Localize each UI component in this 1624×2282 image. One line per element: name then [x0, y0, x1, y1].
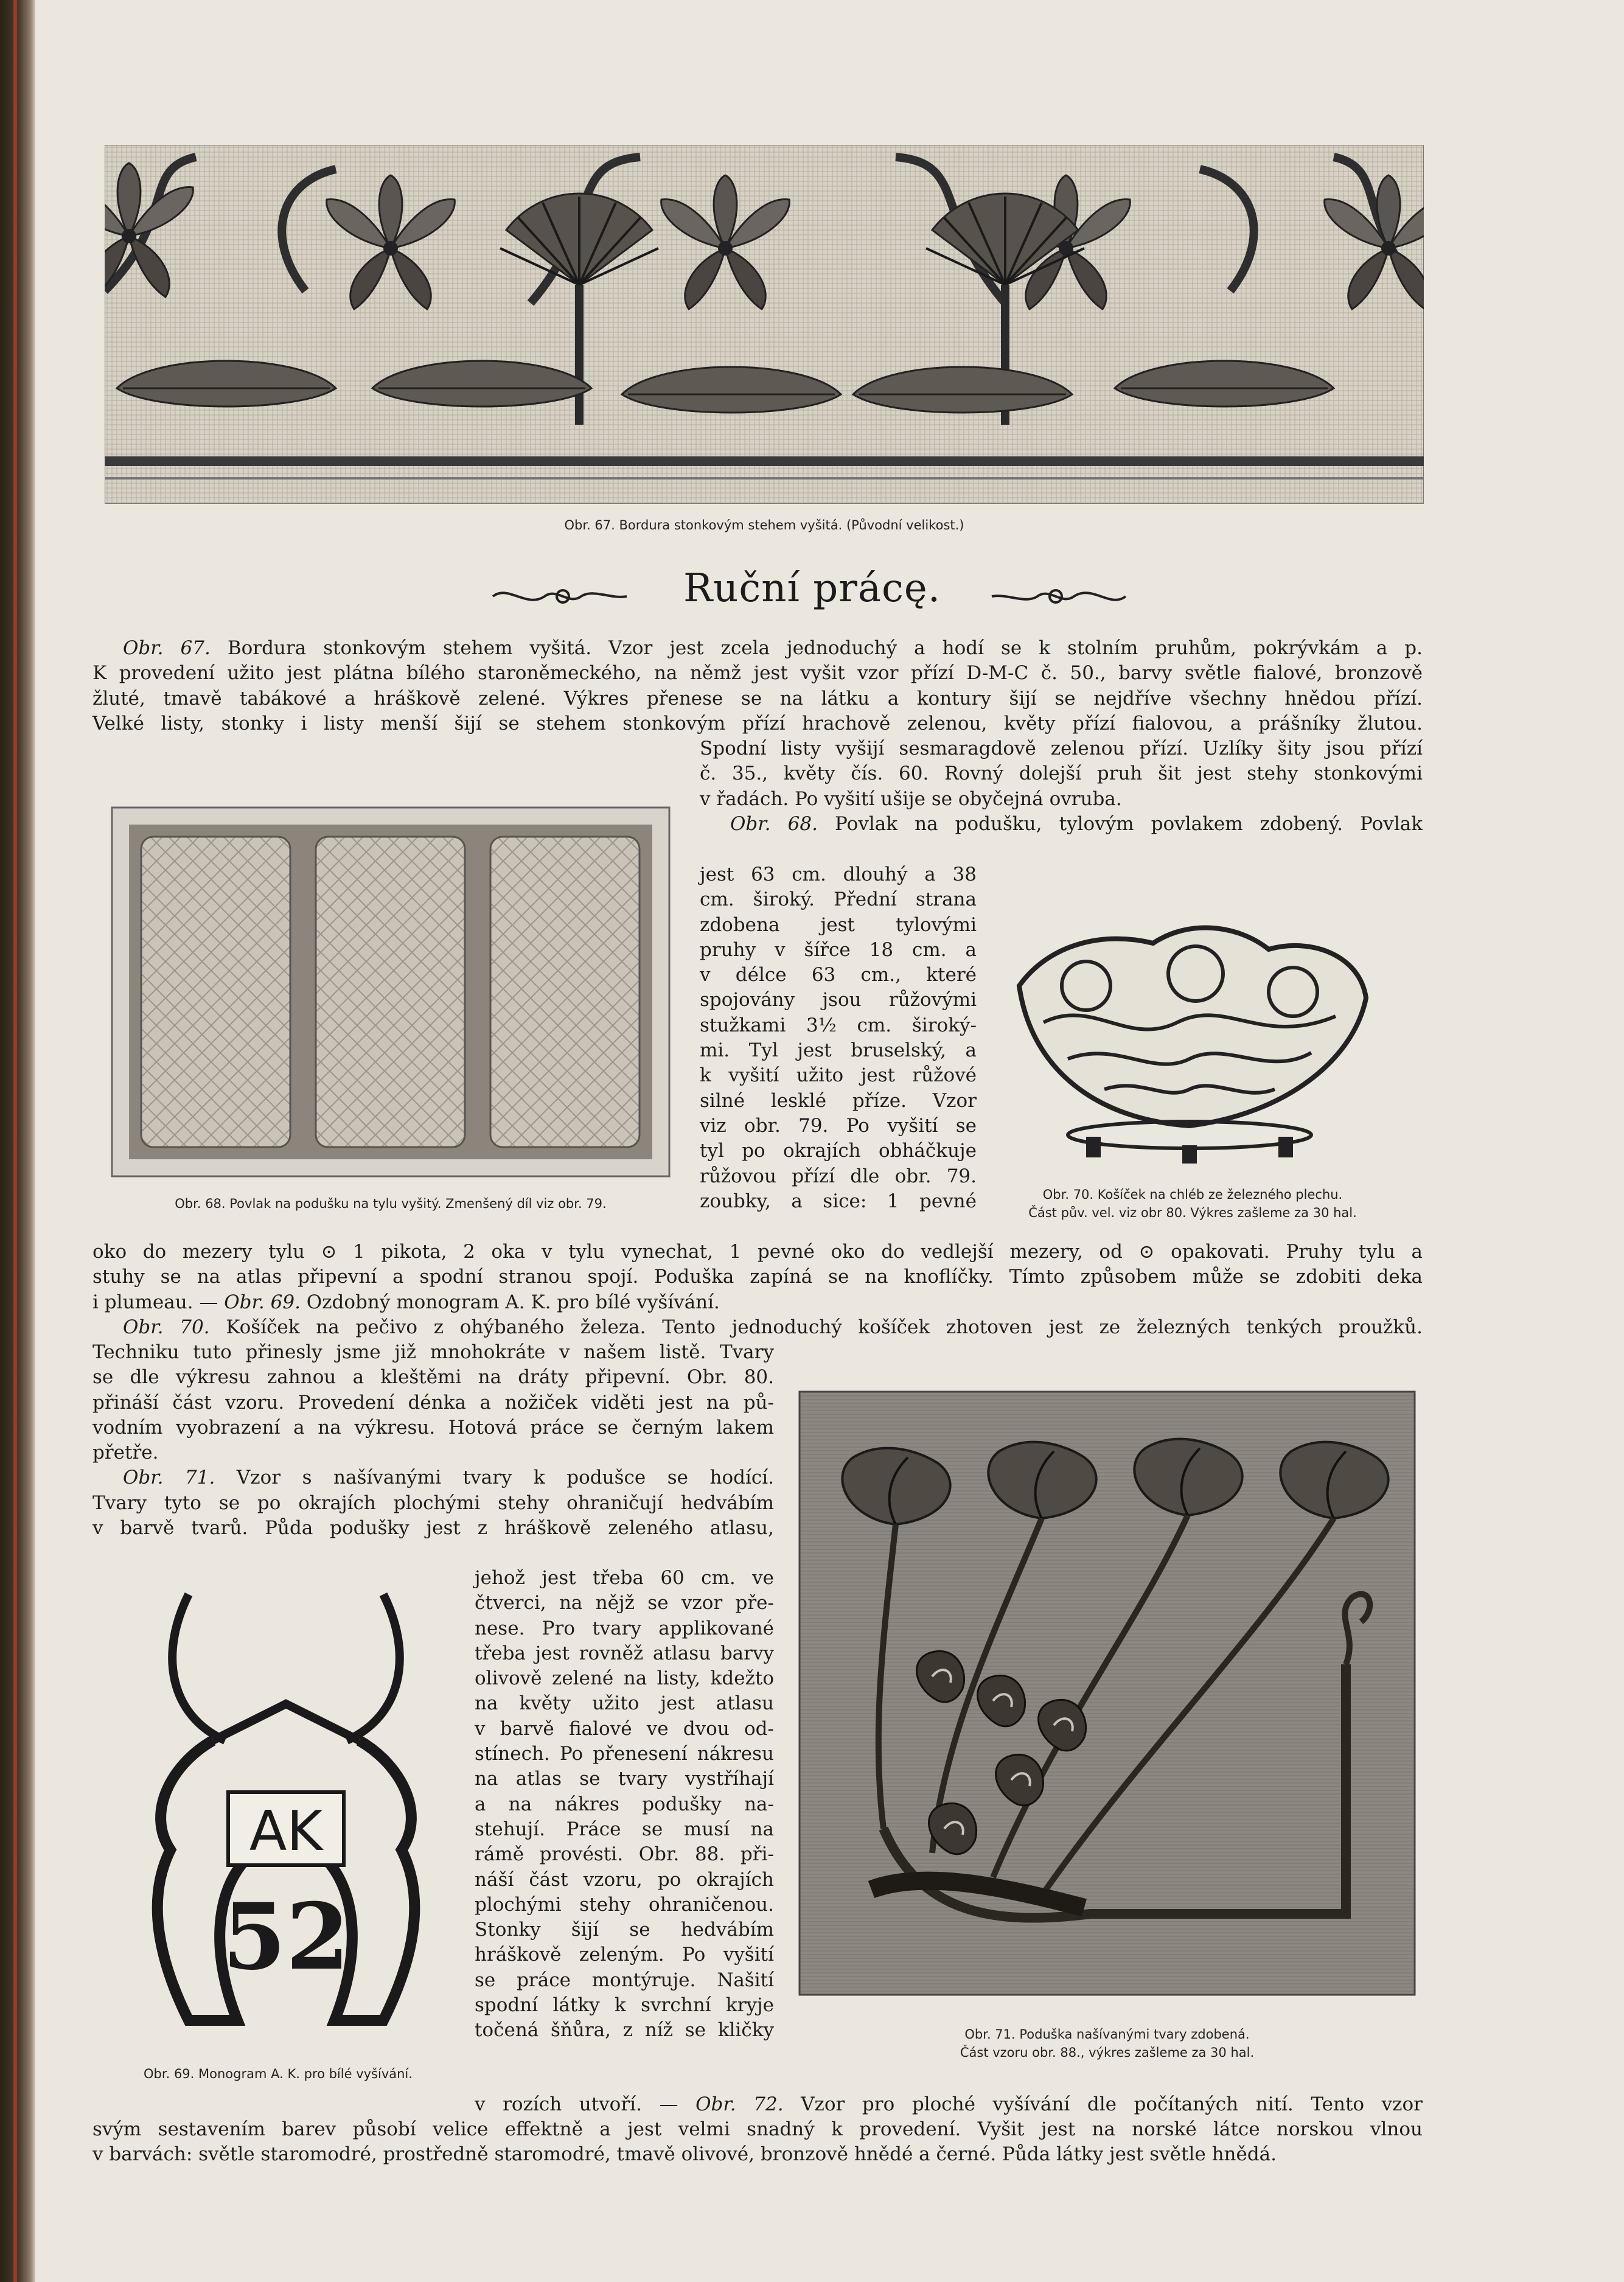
figure-70-basket [995, 907, 1384, 1168]
p68-line-5: pruhy v šířce 18 cm. a [700, 938, 977, 961]
p68-line-4: zdobena jest tylovými [700, 913, 977, 936]
page-binding [0, 0, 35, 2282]
p70-line-1: Košíček na pečivo z ohýbaného železa. Tento jednoduchý košíček zhotoven jest ze železných tenkých proužků. [226, 1316, 1423, 1338]
p70-line-6: přetře. [92, 1442, 159, 1464]
p71-line-10: v barvě fialové ve dvou od- [475, 1717, 774, 1740]
figure-67-border-embroidery [105, 145, 1424, 504]
paragraph-obr-72-start [475, 2092, 1423, 2117]
monogram-numbers: 52 [222, 1883, 350, 1991]
figure-71-caption [798, 2025, 1416, 2062]
p71-line-17: plochými stehy ohraničenou. [475, 1893, 774, 1916]
ref-obr-67: Obr. 67. [123, 637, 211, 659]
p68-line-16: oko do mezery tylu ⊙ 1 pikota, 2 oka v tylu vynechat, 1 pevné oko do vedlejší mezery, od ⊙ opakovati. Pruhy tylu a [92, 1241, 1423, 1263]
figure-68-caption: Obr. 68. Povlak na podušku na tylu vyšitý. Zmenšený díl viz obr. 79. [175, 1196, 607, 1211]
figure-69-monogram [122, 1582, 450, 2051]
p71-line-13: a na nákres podušky na- [475, 1793, 774, 1815]
ref-obr-69: Obr. 69. [224, 1291, 301, 1313]
p71-line-1: Vzor s našívanými tvary k podušce se hodící. [236, 1467, 775, 1489]
paragraph-obr-68-column [700, 862, 977, 1214]
figure-68-pillow [111, 806, 671, 1178]
figure-67-caption: Obr. 67. Bordura stonkovým stehem vyšitá. (Původní velikost.) [564, 518, 964, 532]
p68-line-9: mi. Tyl jest bruselský, a [700, 1039, 977, 1062]
p71-line-4: jehož jest třeba 60 cm. ve [475, 1567, 774, 1589]
ref-obr-68: Obr. 68. [730, 812, 818, 835]
p72-line-3: v barvách: světle staromodré, prostředně staromodré, tmavě olivové, bronzově hnědé a černé. Půda látky jest světle hnědá. [92, 2143, 1277, 2166]
p71-line-12: na atlas se tvary vystříhají [475, 1768, 774, 1790]
p68-line-17: stuhy se na atlas připevní a spodní stranou spojí. Poduška zapíná se na knoflíčky. Tímto způsobem může se zdobiti deka [92, 1266, 1423, 1288]
p68-line-10: k vyšití užito jest růžové [700, 1064, 977, 1087]
p68-line-12: viz obr. 79. Po vyšití se [700, 1114, 977, 1137]
p68-line-1: Povlak na podušku, tylovým povlakem zdobený. Povlak [835, 812, 1423, 835]
figure-70-caption-line-1: Obr. 70. Košíček na chléb ze železného plechu. [1042, 1187, 1343, 1202]
paragraph-obr-72 [92, 2117, 1423, 2168]
p71-line-23: v rozích utvoří. — [475, 2093, 678, 2115]
p67-line-5: Spodní listy vyšijí sesmaragdově zelenou přízí. Uzlíky šity jsou přízí [700, 738, 1423, 759]
paragraph-obr-67 [92, 636, 1423, 736]
p71-line-19: hráškově zeleným. Po vyšití [475, 1944, 774, 1966]
p70-line-5: vodním vyobrazení a na výkresu. Hotová práce se černým lakem [92, 1416, 774, 1439]
p71-line-6: nese. Pro tvary applikované [475, 1617, 774, 1639]
p71-line-16: náší část vzoru, po okrajích [475, 1868, 774, 1891]
p67-line-6: č. 35., květy čís. 60. Rovný dolejší pruh šit jest stehy stonkovými [700, 762, 1423, 785]
p71-line-18: Stonky šijí se hedvábím [475, 1919, 774, 1941]
p71-line-20: se práce montýruje. Našití [475, 1969, 774, 1991]
p71-line-7: třeba jest rovněž atlasu barvy [475, 1642, 774, 1664]
figure-70-caption [983, 1185, 1403, 1222]
p72-line-2: svým sestavením barev působí velice effektně a jest velmi snadný k provedení. Vyšit jest na norské látce norskou vlnou [92, 2118, 1423, 2140]
p67-line-2: K provedení užito jest plátna bílého staroněmeckého, na němž jest vyšit vzor přízí D-M-C č. 50., barvy světle fialové, bronzově [92, 662, 1423, 685]
ref-obr-71: Obr. 71. [123, 1467, 215, 1489]
figure-70-caption-line-2: Část pův. vel. viz obr 80. Výkres zašleme za 30 hal. [1028, 1206, 1357, 1220]
p68-line-7: spojovány jsou růžovými [700, 989, 977, 1011]
monogram-letters: AK [249, 1799, 323, 1863]
p71-line-21: spodní látky k svrchní kryje [475, 1994, 774, 2017]
p72-line-1: Vzor pro ploché vyšívání dle počítaných nití. Tento vzor [801, 2093, 1423, 2115]
p68-line-3: cm. široký. Přední strana [700, 888, 977, 911]
p68-line-15: zoubky, a sice: 1 pevné [700, 1190, 977, 1212]
p67-line-4: Velké listy, stonky i listy menší šijí se stehem stonkovým přízí hrachově zelenou, květy přízí fialovou, a prášníky žlutou. [92, 712, 1423, 734]
p70-line-2: Techniku tuto přinesly jsme již mnohokráte v našem listě. Tvary [92, 1341, 774, 1363]
p71-line-15: rámě provésti. Obr. 88. při- [475, 1843, 774, 1866]
p71-line-9: na květy užito jest atlasu [475, 1692, 774, 1715]
p68-line-11: silné lesklé příze. Vzor [700, 1089, 977, 1112]
figure-71-cushion [798, 1390, 1416, 1996]
figure-71-caption-line-2: Část vzoru obr. 88., výkres zašleme za 30 hal. [960, 2045, 1255, 2060]
p71-line-11: stínech. Po přenesení nákresu [475, 1743, 774, 1765]
p67-line-7: v řadách. Po vyšití ušije se obyčejná ovruba. [700, 787, 1122, 810]
paragraph-obr-70-71 [92, 1340, 774, 1541]
p70-line-3: se dle výkresu zahnou a kleštěmi na dráty připevní. Obr. 80. [92, 1366, 774, 1389]
figure-69-caption: Obr. 69. Monogram A. K. pro bílé vyšívání. [144, 2067, 413, 2081]
p68-line-14: růžovou přízí dle obr. 79. [700, 1165, 977, 1187]
p67-line-1: Bordura stonkovým stehem vyšitá. Vzor jest zcela jednoduchý a hodí se k stolním pruhům, pokrývkám a p. [227, 637, 1423, 659]
paragraph-obr-71-column [475, 1566, 774, 2043]
p71-line-2: Tvary tyto se po okrajích plochými stehy ohraničují hedvábím [92, 1492, 774, 1514]
figure-71-caption-line-1: Obr. 71. Poduška našívanými tvary zdobená. [964, 2027, 1250, 2042]
p71-line-3: v barvě tvarů. Půda podušky jest z hráškově zeleného atlasu, [92, 1517, 774, 1540]
p68-line-6: v délce 63 cm., které [700, 964, 977, 986]
title-ornament-right [989, 581, 1129, 612]
p68-line-13: tyl po okrajích obháčkuje [700, 1140, 977, 1162]
p68-line-8: stužkami 3½ cm. široký- [700, 1014, 977, 1036]
p69-text: Ozdobný monogram A. K. pro bílé vyšívání. [306, 1291, 720, 1313]
p67-line-3: žluté, tmavě tabákové a hráškově zelené. Výkres přenese se na látku a kontury šijí se nejdříve všechny hnědou přízí. [92, 687, 1423, 710]
binding-stripe [13, 0, 17, 2282]
p70-line-4: přináší část vzoru. Provedení dénka a nožiček viděti jest na pů- [92, 1391, 774, 1414]
paragraph-obr-67-cont [700, 736, 1423, 837]
p68-line-18: i plumeau. — [92, 1291, 218, 1313]
p71-line-5: čtverci, na nějž se vzor pře- [475, 1592, 774, 1614]
ref-obr-72: Obr. 72. [695, 2093, 784, 2115]
ref-obr-70: Obr. 70. [123, 1316, 210, 1338]
page-title: Ruční prácę. [683, 566, 941, 611]
p71-line-14: stehují. Práce se musí na [475, 1818, 774, 1840]
p68-line-2: jest 63 cm. dlouhý a 38 [700, 864, 977, 885]
p71-line-22: točená šňůra, z níž se kličky [475, 2019, 774, 2042]
p71-line-8: olivově zelené na listy, kdežto [475, 1667, 774, 1690]
paragraph-obr-68-cont [92, 1240, 1423, 1340]
